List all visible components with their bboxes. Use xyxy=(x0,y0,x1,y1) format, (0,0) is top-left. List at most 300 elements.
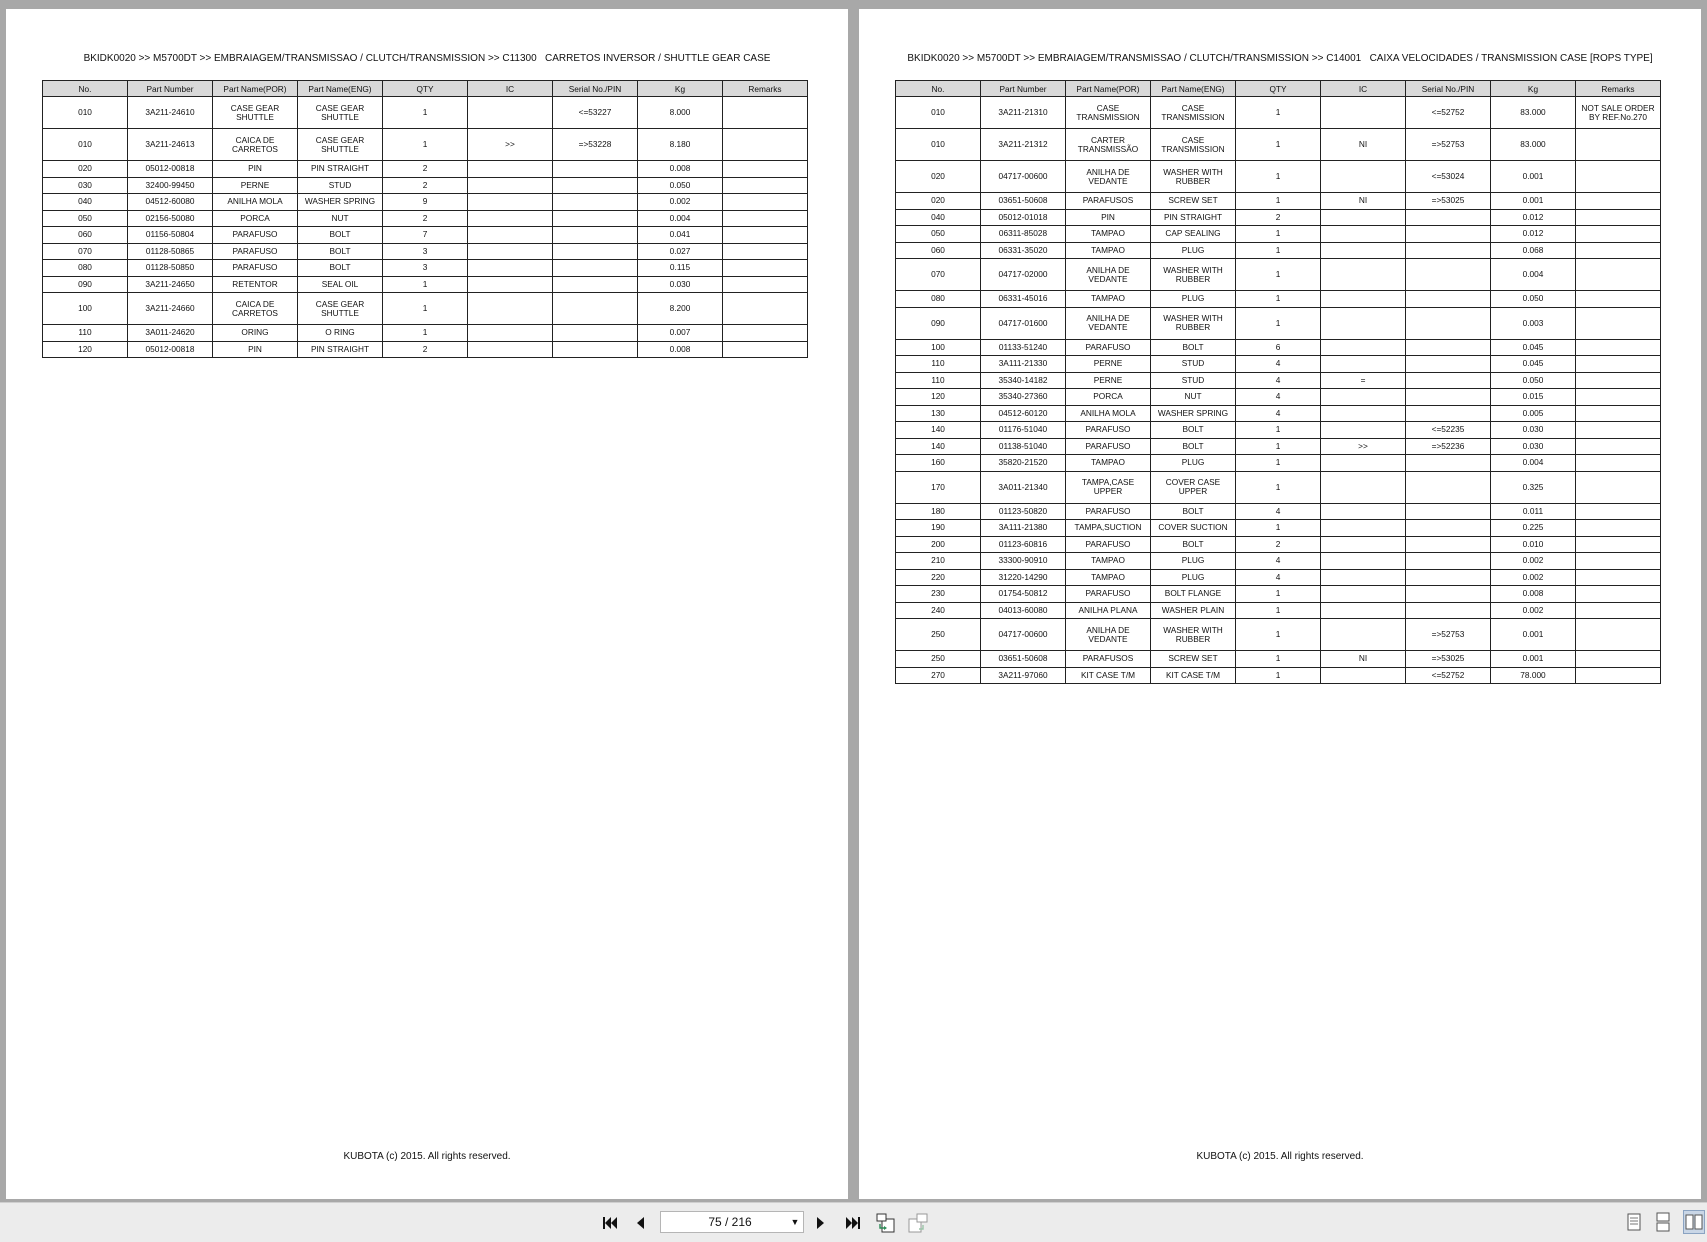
first-page-icon[interactable] xyxy=(598,1212,622,1234)
two-page-icon[interactable] xyxy=(1683,1210,1705,1234)
table-cell: PLUG xyxy=(1151,455,1236,472)
table-cell: 35340-14182 xyxy=(981,372,1066,389)
table-cell xyxy=(468,325,553,342)
table-cell xyxy=(1406,405,1491,422)
column-header: Kg xyxy=(1491,81,1576,97)
table-row xyxy=(896,422,1661,439)
table-cell: 230 xyxy=(896,586,981,603)
table-cell: 8.180 xyxy=(638,129,723,161)
next-page-icon[interactable] xyxy=(809,1212,833,1234)
table-cell: CASE GEAR SHUTTLE xyxy=(298,293,383,325)
table-cell xyxy=(1576,569,1661,586)
chevron-down-icon[interactable]: ▼ xyxy=(790,1217,800,1227)
table-row xyxy=(43,210,808,227)
table-cell xyxy=(468,276,553,293)
table-cell xyxy=(1321,553,1406,570)
table-cell xyxy=(1406,389,1491,406)
column-header: Part Name(POR) xyxy=(213,81,298,97)
table-cell: >> xyxy=(468,129,553,161)
table-cell xyxy=(723,243,808,260)
table-cell: TAMPAO xyxy=(1066,569,1151,586)
table-row xyxy=(896,520,1661,537)
table-cell: 110 xyxy=(896,372,981,389)
table-cell: 7 xyxy=(383,227,468,244)
table-cell: 210 xyxy=(896,553,981,570)
table-cell: 0.002 xyxy=(1491,553,1576,570)
table-cell: SCREW SET xyxy=(1151,193,1236,210)
table-cell: 050 xyxy=(43,210,128,227)
table-cell: NOT SALE ORDER BY REF.No.270 xyxy=(1576,97,1661,129)
table-cell xyxy=(468,341,553,358)
table-row xyxy=(896,586,1661,603)
table-cell: 3A211-24613 xyxy=(128,129,213,161)
table-cell: WASHER WITH RUBBER xyxy=(1151,259,1236,291)
table-row xyxy=(896,389,1661,406)
table-cell: 2 xyxy=(383,161,468,178)
table-cell xyxy=(1406,586,1491,603)
table-row xyxy=(896,438,1661,455)
table-row xyxy=(896,339,1661,356)
table-cell: CARTER TRANSMISSÃO xyxy=(1066,129,1151,161)
table-cell: 040 xyxy=(43,194,128,211)
table-cell: 020 xyxy=(43,161,128,178)
table-cell: CASE GEAR SHUTTLE xyxy=(213,97,298,129)
table-cell: 070 xyxy=(43,243,128,260)
table-cell: =>53025 xyxy=(1406,651,1491,668)
table-cell: COVER SUCTION xyxy=(1151,520,1236,537)
table-cell xyxy=(1576,520,1661,537)
table-cell xyxy=(1576,356,1661,373)
table-cell: 2 xyxy=(383,210,468,227)
table-cell xyxy=(1321,97,1406,129)
table-cell: 040 xyxy=(896,209,981,226)
table-cell: BOLT xyxy=(298,260,383,277)
table-cell: 0.050 xyxy=(638,177,723,194)
table-cell: COVER CASE UPPER xyxy=(1151,471,1236,503)
table-cell xyxy=(1576,339,1661,356)
table-cell: PIN STRAIGHT xyxy=(298,161,383,178)
table-cell: 0.030 xyxy=(1491,438,1576,455)
table-cell xyxy=(1321,455,1406,472)
table-cell: 04717-00600 xyxy=(981,161,1066,193)
table-cell xyxy=(1321,586,1406,603)
table-row xyxy=(43,293,808,325)
table-cell: 6 xyxy=(1236,339,1321,356)
table-cell: 250 xyxy=(896,619,981,651)
table-cell: O RING xyxy=(298,325,383,342)
table-cell: 78.000 xyxy=(1491,667,1576,684)
table-cell xyxy=(1406,259,1491,291)
table-cell xyxy=(468,194,553,211)
table-cell xyxy=(468,210,553,227)
table-cell: 0.027 xyxy=(638,243,723,260)
table-cell: TAMPAO xyxy=(1066,553,1151,570)
fit-page-icon[interactable] xyxy=(906,1212,930,1234)
table-cell: 3A111-21330 xyxy=(981,356,1066,373)
table-cell: 0.045 xyxy=(1491,356,1576,373)
table-cell: 8.000 xyxy=(638,97,723,129)
table-row xyxy=(43,129,808,161)
table-cell: PERNE xyxy=(213,177,298,194)
column-header: Remarks xyxy=(723,81,808,97)
column-header: IC xyxy=(468,81,553,97)
table-cell: NI xyxy=(1321,651,1406,668)
table-cell: PIN STRAIGHT xyxy=(298,341,383,358)
column-header: No. xyxy=(896,81,981,97)
table-row xyxy=(43,227,808,244)
table-cell: 220 xyxy=(896,569,981,586)
column-header: Serial No./PIN xyxy=(1406,81,1491,97)
table-cell: 4 xyxy=(1236,405,1321,422)
table-cell xyxy=(1576,651,1661,668)
table-cell: 0.325 xyxy=(1491,471,1576,503)
table-cell: 1 xyxy=(1236,161,1321,193)
document-page-left xyxy=(6,9,848,1199)
table-cell: STUD xyxy=(1151,372,1236,389)
table-cell: 04013-60080 xyxy=(981,602,1066,619)
table-cell: 0.015 xyxy=(1491,389,1576,406)
table-cell: 120 xyxy=(896,389,981,406)
table-cell: 3A211-24610 xyxy=(128,97,213,129)
table-cell xyxy=(723,325,808,342)
table-cell: 0.225 xyxy=(1491,520,1576,537)
table-cell: 01128-50850 xyxy=(128,260,213,277)
table-cell: 0.004 xyxy=(1491,259,1576,291)
table-cell: BOLT xyxy=(298,227,383,244)
table-cell: 0.004 xyxy=(638,210,723,227)
table-cell xyxy=(723,177,808,194)
table-cell: SEAL OIL xyxy=(298,276,383,293)
table-cell: WASHER WITH RUBBER xyxy=(1151,307,1236,339)
continuous-page-icon[interactable] xyxy=(1652,1210,1674,1234)
table-row xyxy=(896,536,1661,553)
page-breadcrumb: BKIDK0020 >> M5700DT >> EMBRAIAGEM/TRANSMISSAO / CLUTCH/TRANSMISSION >> C14001 CAIXA VELOCIDADES / TRANSMISSION CASE [ROPS TYPE] xyxy=(907,53,1653,64)
table-cell: BOLT xyxy=(1151,339,1236,356)
table-cell: 2 xyxy=(1236,536,1321,553)
page-breadcrumb: BKIDK0020 >> M5700DT >> EMBRAIAGEM/TRANSMISSAO / CLUTCH/TRANSMISSION >> C11300 CARRETOS INVERSOR / SHUTTLE GEAR CASE xyxy=(83,53,771,64)
table-cell xyxy=(723,276,808,293)
table-row xyxy=(896,619,1661,651)
table-cell xyxy=(723,227,808,244)
table-cell: TAMPAO xyxy=(1066,226,1151,243)
table-cell: 1 xyxy=(1236,455,1321,472)
table-cell: 0.008 xyxy=(1491,586,1576,603)
table-row xyxy=(896,129,1661,161)
table-row xyxy=(896,553,1661,570)
table-cell: 04717-00600 xyxy=(981,619,1066,651)
table-cell xyxy=(1406,339,1491,356)
table-cell: TAMPA,SUCTION xyxy=(1066,520,1151,537)
table-cell: 0.001 xyxy=(1491,651,1576,668)
table-cell xyxy=(1576,503,1661,520)
table-cell: 03651-50608 xyxy=(981,193,1066,210)
table-cell: <=52752 xyxy=(1406,667,1491,684)
table-cell: 4 xyxy=(1236,553,1321,570)
table-cell: PARAFUSO xyxy=(1066,339,1151,356)
page-indicator: 75 / 216 xyxy=(708,1215,752,1229)
table-cell: PIN xyxy=(213,161,298,178)
table-cell xyxy=(723,260,808,277)
table-cell xyxy=(468,227,553,244)
table-row xyxy=(896,356,1661,373)
table-cell: ANILHA DE VEDANTE xyxy=(1066,619,1151,651)
table-cell: WASHER WITH RUBBER xyxy=(1151,161,1236,193)
table-row xyxy=(896,307,1661,339)
table-cell xyxy=(1576,372,1661,389)
column-header: Part Name(ENG) xyxy=(1151,81,1236,97)
prev-page-icon[interactable] xyxy=(628,1212,652,1234)
table-cell: RETENTOR xyxy=(213,276,298,293)
table-cell xyxy=(1321,259,1406,291)
table-cell xyxy=(1406,569,1491,586)
table-cell: 3A211-24650 xyxy=(128,276,213,293)
table-row xyxy=(896,193,1661,210)
table-cell: 0.012 xyxy=(1491,209,1576,226)
table-row xyxy=(896,602,1661,619)
table-cell: 1 xyxy=(1236,307,1321,339)
table-cell xyxy=(1321,161,1406,193)
table-cell xyxy=(1406,602,1491,619)
table-cell: 2 xyxy=(1236,209,1321,226)
parts-table xyxy=(895,80,1661,684)
table-row xyxy=(43,260,808,277)
table-cell: NUT xyxy=(1151,389,1236,406)
table-cell: 250 xyxy=(896,651,981,668)
table-cell: CASE GEAR SHUTTLE xyxy=(298,97,383,129)
table-cell: PLUG xyxy=(1151,569,1236,586)
table-cell xyxy=(1321,405,1406,422)
table-cell xyxy=(1321,209,1406,226)
table-cell: ORING xyxy=(213,325,298,342)
table-cell xyxy=(1406,209,1491,226)
table-cell: BOLT xyxy=(1151,438,1236,455)
table-cell xyxy=(468,293,553,325)
table-row xyxy=(896,455,1661,472)
column-header: Remarks xyxy=(1576,81,1661,97)
table-row xyxy=(896,372,1661,389)
table-cell: 010 xyxy=(43,129,128,161)
table-cell: 1 xyxy=(383,97,468,129)
table-cell: CASE TRANSMISSION xyxy=(1151,97,1236,129)
table-cell: 3A211-21310 xyxy=(981,97,1066,129)
page-footer: KUBOTA (c) 2015. All rights reserved. xyxy=(1196,1151,1364,1162)
table-cell: NUT xyxy=(298,210,383,227)
table-cell: 35820-21520 xyxy=(981,455,1066,472)
table-cell: 1 xyxy=(1236,667,1321,684)
table-cell: 01123-50820 xyxy=(981,503,1066,520)
table-cell: 0.001 xyxy=(1491,193,1576,210)
table-cell: 0.004 xyxy=(1491,455,1576,472)
table-cell: SCREW SET xyxy=(1151,651,1236,668)
table-cell: 0.050 xyxy=(1491,291,1576,308)
table-cell xyxy=(553,293,638,325)
table-cell: PARAFUSOS xyxy=(1066,651,1151,668)
viewer-toolbar xyxy=(0,1202,1707,1242)
table-cell xyxy=(553,276,638,293)
table-cell: 02156-50080 xyxy=(128,210,213,227)
column-header: Part Number xyxy=(981,81,1066,97)
table-cell: 06331-35020 xyxy=(981,242,1066,259)
table-cell: 1 xyxy=(1236,97,1321,129)
table-cell: 0.045 xyxy=(1491,339,1576,356)
table-cell: 3A211-97060 xyxy=(981,667,1066,684)
table-row xyxy=(43,341,808,358)
table-cell xyxy=(1576,667,1661,684)
table-cell xyxy=(1321,520,1406,537)
table-cell xyxy=(468,177,553,194)
table-cell: ANILHA DE VEDANTE xyxy=(1066,307,1151,339)
table-cell: 020 xyxy=(896,161,981,193)
table-cell: 0.030 xyxy=(1491,422,1576,439)
table-cell: 180 xyxy=(896,503,981,520)
last-page-icon[interactable] xyxy=(841,1212,865,1234)
table-cell xyxy=(1406,307,1491,339)
table-cell xyxy=(1406,242,1491,259)
column-header: Kg xyxy=(638,81,723,97)
table-cell: 3A211-24660 xyxy=(128,293,213,325)
table-cell: 83.000 xyxy=(1491,97,1576,129)
table-cell: ANILHA MOLA xyxy=(1066,405,1151,422)
table-cell xyxy=(1576,536,1661,553)
table-cell: 0.002 xyxy=(638,194,723,211)
table-cell: 05012-00818 xyxy=(128,161,213,178)
table-cell: 1 xyxy=(1236,242,1321,259)
table-cell: CASE GEAR SHUTTLE xyxy=(298,129,383,161)
table-cell: 4 xyxy=(1236,389,1321,406)
table-row xyxy=(896,259,1661,291)
table-cell: 04717-01600 xyxy=(981,307,1066,339)
table-cell xyxy=(1321,307,1406,339)
table-cell xyxy=(1576,471,1661,503)
table-cell: 0.002 xyxy=(1491,602,1576,619)
table-cell xyxy=(1406,503,1491,520)
table-cell: 33300-90910 xyxy=(981,553,1066,570)
table-cell xyxy=(553,194,638,211)
table-cell: PORCA xyxy=(1066,389,1151,406)
table-cell: >> xyxy=(1321,438,1406,455)
table-row xyxy=(896,209,1661,226)
single-page-icon[interactable] xyxy=(1623,1210,1645,1234)
table-cell xyxy=(1406,553,1491,570)
column-header: Part Name(POR) xyxy=(1066,81,1151,97)
table-cell xyxy=(1576,193,1661,210)
column-header: QTY xyxy=(1236,81,1321,97)
table-cell: 1 xyxy=(1236,619,1321,651)
table-cell xyxy=(1406,471,1491,503)
table-cell: PARAFUSO xyxy=(1066,438,1151,455)
table-cell: NI xyxy=(1321,129,1406,161)
table-row xyxy=(896,569,1661,586)
column-header: No. xyxy=(43,81,128,97)
table-cell: PLUG xyxy=(1151,242,1236,259)
table-cell: 05012-01018 xyxy=(981,209,1066,226)
table-cell xyxy=(1321,536,1406,553)
table-cell: 1 xyxy=(1236,471,1321,503)
table-cell: WASHER PLAIN xyxy=(1151,602,1236,619)
table-cell: PLUG xyxy=(1151,291,1236,308)
table-cell: 110 xyxy=(43,325,128,342)
table-cell xyxy=(1576,619,1661,651)
table-cell: 03651-50608 xyxy=(981,651,1066,668)
table-cell: 100 xyxy=(43,293,128,325)
table-cell: 140 xyxy=(896,438,981,455)
table-cell: 01138-51040 xyxy=(981,438,1066,455)
table-cell: 1 xyxy=(383,325,468,342)
table-row xyxy=(896,161,1661,193)
table-cell xyxy=(1321,339,1406,356)
table-cell xyxy=(1321,389,1406,406)
table-cell: 3A011-24620 xyxy=(128,325,213,342)
table-cell: 1 xyxy=(383,276,468,293)
table-cell: PERNE xyxy=(1066,372,1151,389)
table-row xyxy=(896,97,1661,129)
table-cell: PORCA xyxy=(213,210,298,227)
table-cell: 8.200 xyxy=(638,293,723,325)
table-cell: STUD xyxy=(298,177,383,194)
table-cell: BOLT xyxy=(1151,503,1236,520)
table-cell: 020 xyxy=(896,193,981,210)
table-cell: 0.003 xyxy=(1491,307,1576,339)
table-cell xyxy=(553,227,638,244)
table-cell xyxy=(723,210,808,227)
table-cell: CASE TRANSMISSION xyxy=(1066,97,1151,129)
table-cell: 1 xyxy=(1236,226,1321,243)
table-cell: <=53227 xyxy=(553,97,638,129)
table-cell: TAMPAO xyxy=(1066,291,1151,308)
column-header: Part Name(ENG) xyxy=(298,81,383,97)
table-cell: 0.010 xyxy=(1491,536,1576,553)
table-row xyxy=(43,194,808,211)
table-cell: 190 xyxy=(896,520,981,537)
table-cell: STUD xyxy=(1151,356,1236,373)
table-cell: 35340-27360 xyxy=(981,389,1066,406)
table-cell xyxy=(723,194,808,211)
table-cell xyxy=(1576,161,1661,193)
page-footer: KUBOTA (c) 2015. All rights reserved. xyxy=(343,1151,511,1162)
table-cell: PARAFUSO xyxy=(1066,536,1151,553)
table-cell: 01176-51040 xyxy=(981,422,1066,439)
column-header: QTY xyxy=(383,81,468,97)
table-cell: KIT CASE T/M xyxy=(1151,667,1236,684)
table-cell: 030 xyxy=(43,177,128,194)
table-cell: =>53228 xyxy=(553,129,638,161)
table-cell: 0.041 xyxy=(638,227,723,244)
table-row xyxy=(43,97,808,129)
table-cell xyxy=(723,293,808,325)
table-cell: 1 xyxy=(1236,520,1321,537)
table-cell: 06331-45016 xyxy=(981,291,1066,308)
table-cell: WASHER WITH RUBBER xyxy=(1151,619,1236,651)
table-cell: 070 xyxy=(896,259,981,291)
table-cell: TAMPA,CASE UPPER xyxy=(1066,471,1151,503)
table-cell: 080 xyxy=(896,291,981,308)
table-cell xyxy=(1321,226,1406,243)
table-header-row xyxy=(43,81,808,97)
table-cell: PERNE xyxy=(1066,356,1151,373)
table-row xyxy=(896,405,1661,422)
table-cell xyxy=(553,243,638,260)
table-cell: 1 xyxy=(1236,291,1321,308)
table-cell: 1 xyxy=(1236,586,1321,603)
table-cell xyxy=(1321,619,1406,651)
page-number-input[interactable] xyxy=(660,1211,804,1233)
table-cell: 120 xyxy=(43,341,128,358)
table-cell xyxy=(1576,226,1661,243)
rotate-page-icon[interactable] xyxy=(874,1212,898,1234)
table-cell: 2 xyxy=(383,341,468,358)
table-row xyxy=(896,471,1661,503)
table-row xyxy=(896,291,1661,308)
